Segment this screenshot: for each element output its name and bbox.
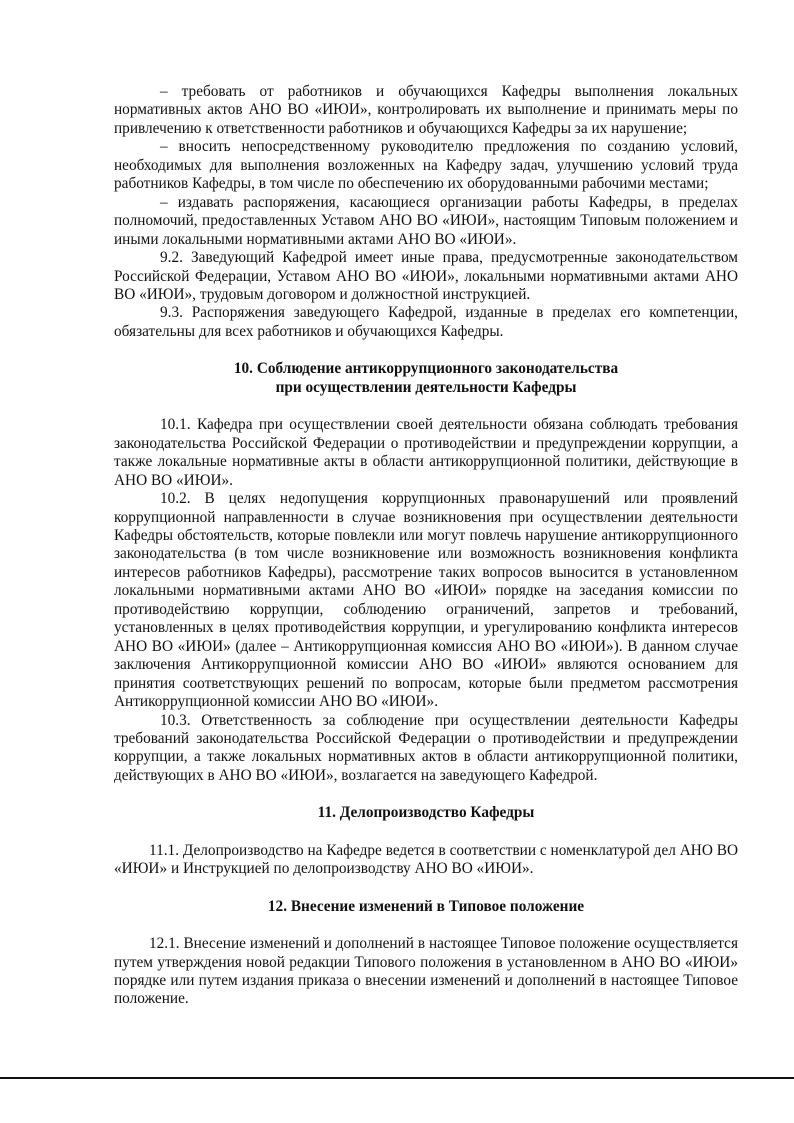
paragraph-10-1: 10.1. Кафедра при осуществлении своей деятельности обязана соблюдать требования законодательства Российской Федерации о противодействии и предупреждении коррупции, а также локальные нормативные акты в области антикоррупционной политики, действующие в АНО ВО «ИЮИ». (114, 416, 738, 489)
paragraph-11-1: 11.1. Делопроизводство на Кафедре ведется в соответствии с номенклатурой дел АНО ВО «ИЮИ» и Инструкцией по делопроизводству АНО ВО «ИЮИ». (114, 841, 738, 878)
section-10-heading-line2: при осуществлении деятельности Кафедры (275, 378, 577, 396)
paragraph-submit-proposals: – вносить непосредственному руководителю предложения по созданию условий, необходимых для выполнения возложенных на Кафедру задач, улучшению условий труда работников Кафедры, в том числе по обеспечению их оборудованными рабочими местами; (114, 138, 738, 193)
section-11-heading: 11. Делопроизводство Кафедры (317, 804, 535, 822)
paragraph-9-2: 9.2. Заведующий Кафедрой имеет иные права, предусмотренные законодательством Российской Федерации, Уставом АНО ВО «ИЮИ», локальными нормативными актами АНО ВО «ИЮИ», трудовым договором и должностной инструкцией. (114, 249, 738, 303)
document-page (114, 83, 738, 1009)
paragraph-10-3: 10.3. Ответственность за соблюдение при осуществлении деятельности Кафедры требований законодательства Российской Федерации о противодействии и предупреждении коррупции, а также локальных нормативных актов в области антикоррупционной политики, действующих в АНО ВО «ИЮИ», возлагается на заведующего Кафедрой. (114, 711, 738, 784)
page-separator-line (0, 1077, 794, 1079)
paragraph-issue-orders: – издавать распоряжения, касающиеся организации работы Кафедры, в пределах полномочий, предоставленных Уставом АНО ВО «ИЮИ», настоящим Типовым положением и иными локальными нормативными актами АНО ВО «ИЮИ». (114, 193, 738, 248)
paragraph-12-1: 12.1. Внесение изменений и дополнений в настоящее Типовое положение осуществляется путем утверждения новой редакции Типового положения в установленном в АНО ВО «ИЮИ» порядке или путем издания приказа о внесении изменений и дополнений в настоящее Типовое положение. (114, 935, 738, 1008)
paragraph-10-2: 10.2. В целях недопущения коррупционных правонарушений или проявлений коррупционной направленности в случае возникновения при осуществлении деятельности Кафедры обстоятельств, которые повлекли или могут повлечь нарушение антикоррупционного законодательства (в том числе возникновение или возможность возникновения конфликта интересов работников Кафедры), рассмотрение таких вопросов выносится в установленном локальными нормативными актами АНО ВО «ИЮИ» порядке на заседания комиссии по противодействию коррупции, соблюдению ограничений, запретов и требований, установленных в целях противодействия коррупции, и урегулированию конфликта интересов АНО ВО «ИЮИ» (далее – Антикоррупционная комиссия АНО ВО «ИЮИ»). В данном случае заключения Антикоррупционной комиссии АНО ВО «ИЮИ» являются основанием для принятия соответствующих решений по вопросам, которые были предметом рассмотрения Антикоррупционной комиссии АНО ВО «ИЮИ». (114, 490, 738, 711)
section-10-heading-line1: 10. Соблюдение антикоррупционного законодательства (233, 360, 619, 378)
paragraph-9-3: 9.3. Распоряжения заведующего Кафедрой, изданные в пределах его компетенции, обязательны для всех работников и обучающихся Кафедры. (114, 304, 738, 340)
section-12-heading: 12. Внесение изменений в Типовое положение (267, 897, 585, 915)
paragraph-require-compliance: – требовать от работников и обучающихся Кафедры выполнения локальных нормативных актов АНО ВО «ИЮИ», контролировать их выполнение и принимать меры по привлечению к ответственности работников и обучающихся Кафедры за их нарушение; (114, 83, 738, 137)
